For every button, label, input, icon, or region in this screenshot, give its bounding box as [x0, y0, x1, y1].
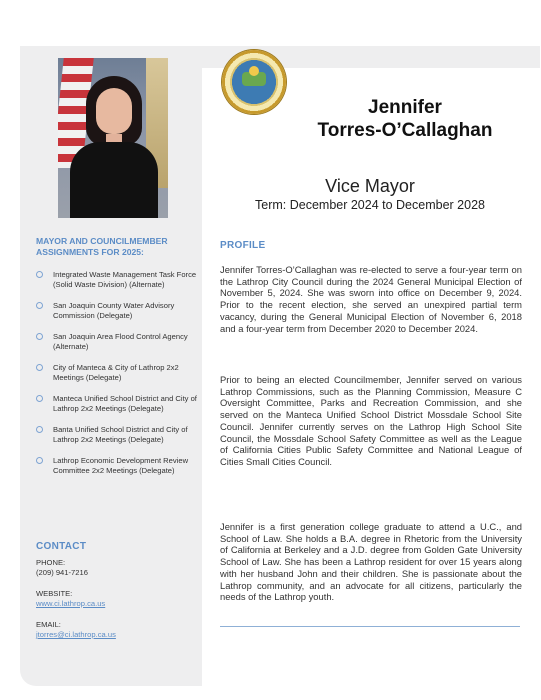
list-item: [36, 425, 198, 445]
portrait-face: [96, 88, 132, 134]
assignment-text: City of Manteca & City of Lathrop 2x2 Meetings (Delegate): [53, 362, 179, 382]
phone-label: PHONE:: [36, 558, 66, 567]
bullet-icon: [36, 457, 43, 464]
divider: [220, 626, 520, 627]
assignment-text: Banta Unified School District and City of Lathrop 2x2 Meetings (Delegate): [53, 424, 188, 444]
website-label: WEBSITE:: [36, 589, 73, 598]
bullet-icon: [36, 364, 43, 371]
name-line-1: Jennifer: [368, 97, 442, 118]
profile-paragraph-2: Prior to being an elected Councilmember, Jennifer served on various Lathrop Commissions, such as the Planning Commission, Measure C Oversight Committee, Parks and Recreation Commission, and she served on the Manteca Unified School District Mossdale School Site Council. Jennifer currently serves on the Lathrop High School Site Council, the Mossdale School Safety Committee as well as the League of California Cities Public Safety Committee and National League of Cities Small Cities Council.: [220, 374, 522, 467]
term-text: Term: December 2024 to December 2028: [255, 198, 485, 212]
bullet-icon: [36, 333, 43, 340]
phone-number: (209) 941-7216: [36, 568, 88, 577]
list-item: [36, 456, 198, 476]
list-item: [36, 270, 198, 290]
assignments-title: MAYOR AND COUNCILMEMBER ASSIGNMENTS FOR 2025:: [36, 236, 168, 257]
list-item: [36, 363, 198, 383]
assignment-text: San Joaquin Area Flood Control Agency (Alternate): [53, 331, 188, 351]
bullet-icon: [36, 271, 43, 278]
contact-title: CONTACT: [36, 541, 87, 552]
phone-block: [36, 558, 88, 578]
email-block: [36, 620, 116, 640]
seal-sun: [249, 66, 259, 76]
assignment-text: Manteca Unified School District and City of Lathrop 2x2 Meetings (Delegate): [53, 393, 197, 413]
email-link[interactable]: jtorres@ci.lathrop.ca.us: [36, 630, 116, 639]
list-item: [36, 394, 198, 414]
assignment-text: Lathrop Economic Development Review Committee 2x2 Meetings (Delegate): [53, 455, 189, 475]
list-item: [36, 332, 198, 352]
website-link[interactable]: www.ci.lathrop.ca.us: [36, 599, 106, 608]
list-item: [36, 301, 198, 321]
assignment-text: San Joaquin County Water Advisory Commission (Delegate): [53, 300, 175, 320]
email-label: EMAIL:: [36, 620, 61, 629]
name-line-2: Torres-O’Callaghan: [317, 120, 493, 141]
bullet-icon: [36, 302, 43, 309]
profile-title: PROFILE: [220, 240, 266, 251]
portrait-body: [70, 142, 158, 218]
assignments-list: [36, 270, 198, 487]
profile-paragraph-1: Jennifer Torres-O’Callaghan was re-elected to serve a four-year term on the Lathrop City Council during the 2024 General Municipal Election of November 5, 2024. She was sworn into office on December 9, 2024. Prior to the recent election, she served an unexpired partial term vacancy, during the General Municipal Election of November 6, 2018 and a four-year term from December 2020 to December 2024.: [220, 264, 522, 334]
role-title: Vice Mayor: [325, 176, 415, 196]
profile-paragraph-3: Jennifer is a first generation college graduate to attend a U.C., and School of Law. She holds a B.A. degree in Rhetoric from the University of California at Berkeley and a J.D. degree from Golden Gate University School of Law. She has been a Lathrop resident for over 15 years along with her husband John and their children. She is passionate about the Lathrop community, and an advocate for all citizens, particularly the needs of the Lathrop youth.: [220, 521, 522, 603]
person-name: [270, 96, 540, 142]
bullet-icon: [36, 426, 43, 433]
assignment-text: Integrated Waste Management Task Force (Solid Waste Division) (Alternate): [53, 270, 197, 289]
bullet-icon: [36, 395, 43, 402]
website-block: [36, 589, 105, 609]
portrait-photo: [58, 58, 168, 218]
